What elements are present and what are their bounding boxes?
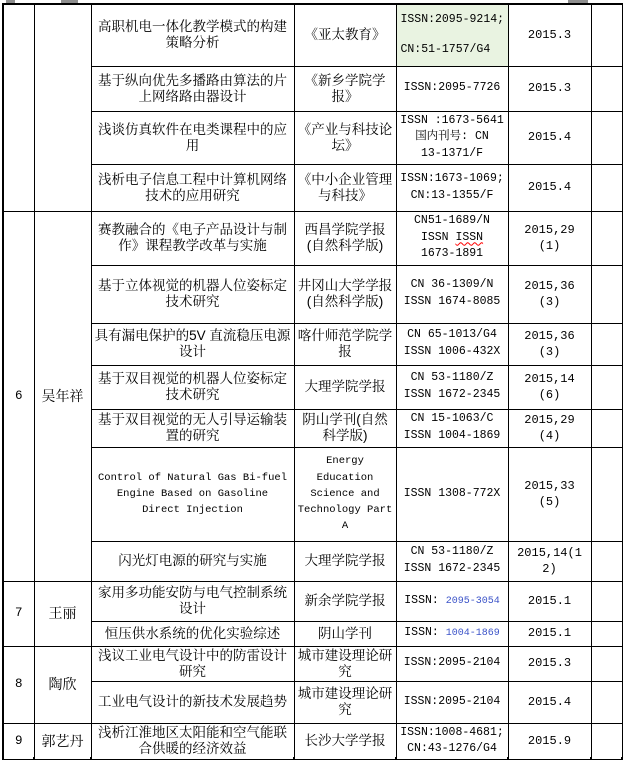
publications-table-body (3, 4, 623, 760)
spacer-cell[interactable] (591, 323, 623, 365)
table-row (3, 164, 623, 211)
paper-title-cell[interactable]: 基于立体视觉的机器人位姿标定技术研究 (91, 265, 294, 323)
table-row (3, 66, 623, 111)
paper-title-cell[interactable]: 工业电气设计的新技术发展趋势 (91, 681, 294, 723)
journal-cell[interactable]: 《中小企业管理与科技》 (294, 164, 396, 211)
paper-title-cell[interactable]: 赛教融合的《电子产品设计与制作》课程教学改革与实施 (91, 211, 294, 265)
issn-text: ISSN: (404, 626, 446, 640)
spacer-cell[interactable] (591, 409, 623, 447)
author-name-cell[interactable] (34, 4, 91, 211)
publish-date-cell[interactable]: 2015.1 (508, 621, 591, 646)
journal-cell[interactable]: 长沙大学学报 (294, 723, 396, 760)
author-name-cell[interactable]: 吴年祥 (34, 211, 91, 581)
issn-cell[interactable]: CN 53-1180/Z ISSN 1672-2345 (396, 541, 508, 581)
paper-title-cell[interactable]: 浅析江淮地区太阳能和空气能联合供暖的经济效益 (91, 723, 294, 760)
publish-date-cell[interactable]: 2015,14(6) (508, 365, 591, 409)
spacer-cell[interactable] (591, 646, 623, 681)
spellcheck-flagged-text: ISSN (455, 230, 484, 244)
issn-cell[interactable]: ISSN :1673-5641 国内刊号: CN 13-1371/F (396, 111, 508, 164)
seq-cell[interactable]: 8 (3, 646, 34, 723)
issn-cell[interactable]: CN 53-1180/Z ISSN 1672-2345 (396, 365, 508, 409)
table-row (3, 541, 623, 581)
publish-date-cell[interactable]: 2015,14(12) (508, 541, 591, 581)
publish-date-cell[interactable]: 2015.4 (508, 164, 591, 211)
paper-title-cell[interactable]: 浅析电子信息工程中计算机网络技术的应用研究 (91, 164, 294, 211)
paper-title-cell[interactable]: 具有漏电保护的5V 直流稳压电源设计 (91, 323, 294, 365)
table-row (3, 447, 623, 541)
publish-date-cell[interactable]: 2015,33(5) (508, 447, 591, 541)
spacer-cell[interactable] (591, 365, 623, 409)
spacer-cell[interactable] (591, 581, 623, 621)
spacer-cell[interactable] (591, 211, 623, 265)
spacer-cell[interactable] (591, 4, 623, 66)
author-name-cell[interactable]: 王丽 (34, 581, 91, 646)
publish-date-cell[interactable]: 2015,29(1) (508, 211, 591, 265)
journal-cell[interactable]: 大理学院学报 (294, 541, 396, 581)
journal-cell[interactable]: 大理学院学报 (294, 365, 396, 409)
spacer-cell[interactable] (591, 541, 623, 581)
journal-cell[interactable]: 喀什师范学院学报 (294, 323, 396, 365)
issn-text: ISSN: (404, 593, 446, 607)
publications-table (2, 3, 623, 760)
seq-cell[interactable]: 6 (3, 211, 34, 581)
publish-date-cell[interactable]: 2015.3 (508, 66, 591, 111)
seq-cell[interactable]: 7 (3, 581, 34, 646)
publish-date-cell[interactable]: 2015.4 (508, 111, 591, 164)
publish-date-cell[interactable]: 2015,36(3) (508, 265, 591, 323)
table-row (3, 581, 623, 621)
issn-cell[interactable]: CN 65-1013/G4 ISSN 1006-432X (396, 323, 508, 365)
spacer-cell[interactable] (591, 447, 623, 541)
journal-cell[interactable]: 《产业与科技论坛》 (294, 111, 396, 164)
publish-date-cell[interactable]: 2015.9 (508, 723, 591, 760)
author-name-cell[interactable]: 陶欣 (34, 646, 91, 723)
paper-title-cell[interactable]: 浅谈仿真软件在电类课程中的应用 (91, 111, 294, 164)
spacer-cell[interactable] (591, 66, 623, 111)
issn-cell[interactable]: ISSN:1008-4681; CN:43-1276/G4 (396, 723, 508, 760)
journal-cell[interactable]: 阴山学刊(自然科学版) (294, 409, 396, 447)
table-row (3, 365, 623, 409)
issn-cell[interactable]: CN 36-1309/N ISSN 1674-8085 (396, 265, 508, 323)
paper-title-cell[interactable]: 家用多功能安防与电气控制系统设计 (91, 581, 294, 621)
journal-cell[interactable]: 城市建设理论研究 (294, 646, 396, 681)
table-row (3, 681, 623, 723)
table-row (3, 4, 623, 66)
issn-text: 1004-1869 (445, 628, 500, 640)
paper-title-cell[interactable]: 基于双目视觉的机器人位姿标定技术研究 (91, 365, 294, 409)
paper-title-cell[interactable]: 基于双目视觉的无人引导运输装置的研究 (91, 409, 294, 447)
paper-title-cell[interactable]: 闪光灯电源的研究与实施 (91, 541, 294, 581)
issn-text: 2095-3054 (445, 595, 500, 607)
journal-cell[interactable]: 城市建设理论研究 (294, 681, 396, 723)
issn-cell[interactable]: ISSN:2095-2104 (396, 646, 508, 681)
publish-date-cell[interactable]: 2015.3 (508, 4, 591, 66)
journal-cell[interactable]: 阴山学刊 (294, 621, 396, 646)
table-row (3, 621, 623, 646)
spacer-cell[interactable] (591, 723, 623, 760)
table-row (3, 646, 623, 681)
spacer-cell[interactable] (591, 111, 623, 164)
table-row (3, 723, 623, 760)
author-name-cell[interactable]: 郭艺丹 (34, 723, 91, 760)
publish-date-cell[interactable]: 2015.4 (508, 681, 591, 723)
paper-title-cell[interactable]: 基于纵向优先多播路由算法的片上网络路由器设计 (91, 66, 294, 111)
journal-cell[interactable]: 新余学院学报 (294, 581, 396, 621)
issn-cell[interactable]: ISSN:2095-7726 (396, 66, 508, 111)
publish-date-cell[interactable]: 2015.3 (508, 646, 591, 681)
journal-cell[interactable]: 西昌学院学报(自然科学版) (294, 211, 396, 265)
issn-cell[interactable]: ISSN:1673-1069; CN:13-1355/F (396, 164, 508, 211)
journal-cell[interactable]: 《亚太教育》 (294, 4, 396, 66)
journal-cell[interactable]: 井冈山大学学报(自然科学版) (294, 265, 396, 323)
issn-cell[interactable]: ISSN:2095-2104 (396, 681, 508, 723)
issn-text: ISSN (420, 230, 456, 244)
issn-cell[interactable]: ISSN:2095-9214; CN:51-1757/G4 (396, 4, 508, 66)
table-row (3, 111, 623, 164)
issn-cell[interactable]: CN 15-1063/C ISSN 1004-1869 (396, 409, 508, 447)
paper-title-cell[interactable]: 恒压供水系统的优化实验综述 (91, 621, 294, 646)
spacer-cell[interactable] (591, 621, 623, 646)
journal-cell[interactable]: Energy Education Science and Technology Part A (294, 447, 396, 541)
table-row (3, 409, 623, 447)
spacer-cell[interactable] (591, 265, 623, 323)
publish-date-cell[interactable]: 2015.1 (508, 581, 591, 621)
publish-date-cell[interactable]: 2015,36(3) (508, 323, 591, 365)
table-row (3, 323, 623, 365)
spacer-cell[interactable] (591, 164, 623, 211)
seq-cell[interactable] (3, 4, 34, 211)
issn-cell[interactable] (396, 621, 508, 646)
table-row (3, 265, 623, 323)
paper-title-cell[interactable]: Control of Natural Gas Bi-fuel Engine Based on Gasoline Direct Injection (91, 447, 294, 541)
seq-cell[interactable]: 9 (3, 723, 34, 760)
issn-cell[interactable]: ISSN 1308-772X (396, 447, 508, 541)
issn-cell[interactable]: CN51-1689/N ISSN ISSN 1673-1891 (396, 211, 508, 265)
table-row (3, 211, 623, 265)
publish-date-cell[interactable]: 2015,29(4) (508, 409, 591, 447)
issn-cell[interactable] (396, 581, 508, 621)
paper-title-cell[interactable]: 高职机电一体化教学模式的构建策略分析 (91, 4, 294, 66)
spacer-cell[interactable] (591, 681, 623, 723)
journal-cell[interactable]: 《新乡学院学报》 (294, 66, 396, 111)
paper-title-cell[interactable]: 浅议工业电气设计中的防雷设计研究 (91, 646, 294, 681)
